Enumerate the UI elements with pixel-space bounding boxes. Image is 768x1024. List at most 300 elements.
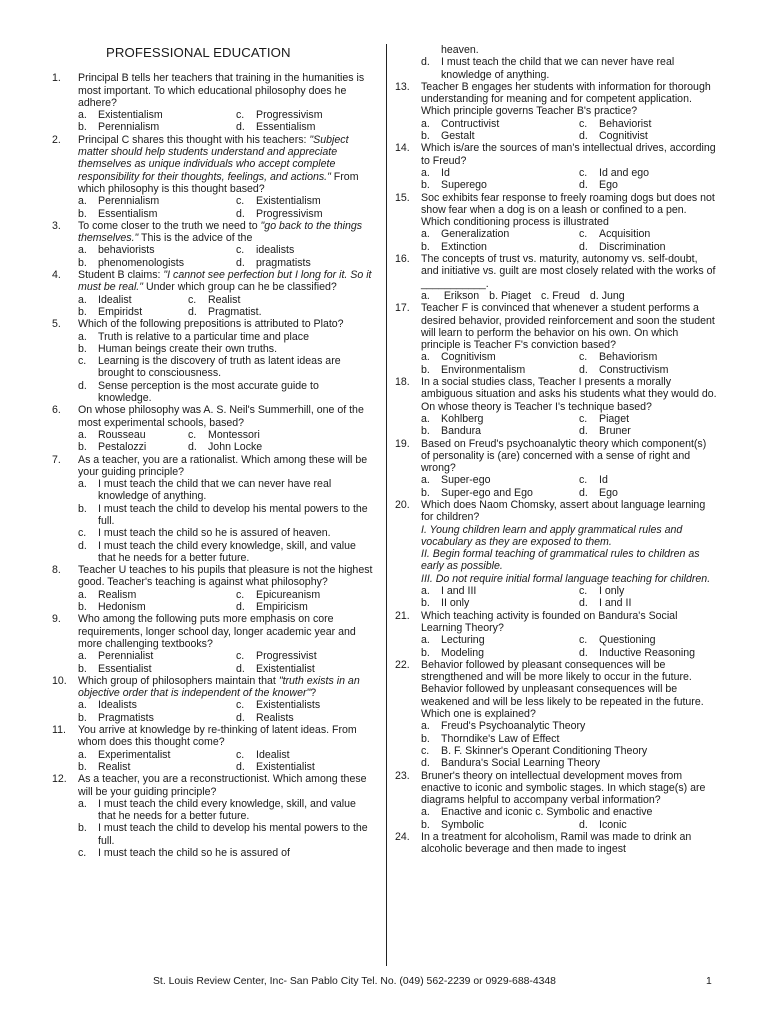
option-text: Pragmatist. <box>208 305 262 318</box>
options-grid <box>421 474 717 499</box>
question-option <box>421 806 653 819</box>
option-letter: d. <box>236 760 245 773</box>
option-text: I and III <box>441 585 477 598</box>
option-letter: c. <box>236 588 245 601</box>
stem-text: Soc exhibits fear response to freely roaming dogs but does not show fear when a dog is on a leash or confined to a pen. Which conditioning process is illustrated <box>421 191 715 229</box>
question-stem <box>421 81 717 118</box>
question-option <box>236 650 392 662</box>
option-text: Hedonism <box>98 601 146 614</box>
question-option <box>236 121 392 133</box>
question-option <box>579 425 735 437</box>
option-text: Piaget <box>500 289 532 302</box>
question-option <box>78 847 374 859</box>
option-letter: a. <box>78 699 87 712</box>
option-letter: b. <box>421 597 430 610</box>
options-grid <box>78 195 374 220</box>
continued-text: heaven. <box>441 44 479 56</box>
question-item <box>395 610 717 659</box>
question-item <box>395 142 717 191</box>
option-text: Montessori <box>208 428 260 441</box>
stem-text: Behavior followed by pleasant consequences will be strengthened and will be more likely to occur in the future. Behavior followed by unpleasant consequences will be weakened and will be less likely to be repeated in the future. Which one is explained? <box>421 658 704 721</box>
option-letter: a. <box>78 478 87 491</box>
option-letter: c. <box>579 228 588 241</box>
question-stem <box>421 499 717 524</box>
question-number: 15. <box>395 191 410 204</box>
question-option <box>78 699 236 711</box>
stem-text: Bruner's theory on intellectual development moves from enactive to iconic and symbolic stages. In which stage(s) are diagrams helpful to accompany verbal information? <box>421 769 706 807</box>
option-letter: a. <box>421 634 430 647</box>
question-option <box>78 244 236 256</box>
stem-text: As a teacher, you are a rationalist. Which among these will be your guiding principle? <box>78 453 368 478</box>
option-text: Behaviorist <box>599 117 652 130</box>
question-item <box>52 72 374 133</box>
question-option <box>236 244 392 256</box>
question-stem <box>421 142 717 167</box>
question-option <box>421 228 579 240</box>
question-option <box>421 364 579 376</box>
option-text: Jung <box>601 289 625 302</box>
option-text: I must teach the child that we can never have real knowledge of anything. <box>98 478 332 503</box>
question-option <box>421 720 717 732</box>
option-letter: b. <box>78 822 87 835</box>
option-letter: b. <box>78 601 87 614</box>
left-column <box>52 44 374 859</box>
question-option <box>421 118 579 130</box>
question-option <box>579 806 735 818</box>
option-text: Bandura <box>441 425 482 438</box>
option-letter: b. <box>78 121 87 134</box>
option-text: Id and ego <box>599 166 650 179</box>
option-text: Acquisition <box>599 228 651 241</box>
question-option <box>78 712 236 724</box>
option-letter: a. <box>421 289 430 302</box>
option-text: Symbolic <box>441 818 484 831</box>
option-text: Superego <box>441 179 487 192</box>
question-option <box>579 634 735 646</box>
question-stem <box>78 269 374 294</box>
question-option <box>236 663 392 675</box>
option-text: Truth is relative to a particular time and place <box>98 330 309 343</box>
question-stem <box>78 134 374 195</box>
options-grid <box>421 228 717 253</box>
stem-text: Under which group can he be classified? <box>143 281 337 294</box>
question-option <box>579 647 735 659</box>
option-letter: b. <box>421 486 430 499</box>
option-letter: b. <box>489 289 499 302</box>
quoted-text: "go back to the things themselves." <box>78 219 363 245</box>
option-letter: c. <box>188 428 197 441</box>
question-option <box>579 474 735 486</box>
option-letter: a. <box>78 293 87 306</box>
question-item <box>395 253 717 302</box>
option-text: Realist <box>208 293 241 306</box>
option-letter: c. <box>579 412 588 425</box>
option-text: Freud's Psychoanalytic Theory <box>441 720 586 733</box>
option-text: Extinction <box>441 240 487 253</box>
options-grid <box>421 118 717 143</box>
option-text: Experimentalist <box>98 748 171 761</box>
option-letter: d. <box>236 121 245 134</box>
question-number: 1. <box>52 72 61 85</box>
question-option <box>78 429 188 441</box>
question-number: 21. <box>395 609 410 622</box>
option-text: Super-ego and Ego <box>441 486 533 499</box>
left-question-list <box>52 72 374 859</box>
stem-text: Which of the following prepositions is attributed to Plato? <box>78 318 344 331</box>
option-letter: c. <box>579 117 588 130</box>
option-letter: a. <box>78 748 87 761</box>
option-letter: d. <box>236 601 245 614</box>
option-text: Realists <box>256 711 294 724</box>
option-text: B. F. Skinner's Operant Conditioning Theory <box>441 744 648 757</box>
stem-text: In a social studies class, Teacher I presents a morally ambiguous situation and asks his students what they would do. On whose theory is Teacher I's technique based? <box>421 376 717 413</box>
option-letter: a. <box>421 806 430 819</box>
question-option <box>421 819 579 831</box>
question-stem <box>78 675 374 700</box>
question-number: 20. <box>395 498 410 511</box>
question-option <box>421 130 579 142</box>
question-option <box>236 257 392 269</box>
option-text: John Locke <box>208 441 263 454</box>
option-letter: d. <box>78 379 87 392</box>
option-text: Sense perception is the most accurate guide to knowledge. <box>98 379 319 405</box>
question-stem <box>421 253 717 290</box>
question-stem <box>78 318 374 330</box>
option-text: Ego <box>599 179 618 192</box>
question-option <box>236 195 392 207</box>
stem-text: Principal C shares this thought with his teachers: <box>78 133 310 146</box>
option-text: Essentialism <box>98 207 158 220</box>
question-item <box>395 831 717 856</box>
question-stem <box>78 454 374 479</box>
option-text: I must teach the child every knowledge, skill, and value that he needs for a better future. <box>98 539 356 564</box>
question-item <box>52 454 374 565</box>
option-text: Idealist <box>98 293 132 306</box>
option-letter: b. <box>421 818 430 831</box>
option-text: Contructivist <box>441 117 500 130</box>
question-option <box>421 487 579 499</box>
option-letter: b. <box>421 130 430 143</box>
option-letter: c. <box>236 699 245 712</box>
options-inline <box>421 290 717 302</box>
question-option <box>421 351 579 363</box>
option-letter: a. <box>78 244 87 257</box>
question-item <box>395 81 717 142</box>
question-option <box>78 663 236 675</box>
options-grid <box>421 167 717 192</box>
option-text: I must teach the child that we can never have real knowledge of anything. <box>441 56 675 81</box>
option-letter: c. <box>421 744 430 757</box>
question-number: 5. <box>52 318 61 331</box>
option-text: Essentialist <box>98 662 152 675</box>
option-text: Cognitivism <box>441 351 496 364</box>
question-option <box>421 733 717 745</box>
stem-text: Which does Naom Chomsky, assert about language learning for children? <box>421 498 706 524</box>
option-text: Existentialist <box>256 662 315 675</box>
stem-text: To come closer to the truth we need to <box>78 219 261 232</box>
stem-text: In a treatment for alcoholism, Ramil was made to drink an alcoholic beverage and then made to ingest <box>421 831 692 856</box>
column-divider <box>386 44 387 966</box>
question-stem <box>421 831 717 856</box>
options-grid <box>421 585 717 610</box>
stem-text: Teacher U teaches to his pupils that pleasure is not the highest good. Teacher's teaching is against what philosophy? <box>78 564 373 589</box>
option-text: Perennialism <box>98 195 160 208</box>
option-text: Environmentalism <box>441 363 526 376</box>
question-number: 19. <box>395 437 410 450</box>
option-text: Progressivist <box>256 650 317 663</box>
options-grid <box>421 806 717 831</box>
question-number: 13. <box>395 80 410 93</box>
stem-text: This is the advice of the <box>138 232 253 245</box>
stem-text: From which philosophy is this thought based? <box>78 170 359 195</box>
question-item <box>52 318 374 404</box>
option-text: Discrimination <box>599 240 666 253</box>
option-letter: d. <box>579 240 588 253</box>
question-number: 11. <box>52 724 66 737</box>
option-letter: b. <box>78 342 87 355</box>
option-text: Perennialist <box>98 650 154 663</box>
option-text: Existentialism <box>256 195 321 208</box>
question-option <box>78 478 374 503</box>
question-number: 22. <box>395 658 410 671</box>
question-stem <box>78 724 374 749</box>
stem-text: As a teacher, you are a reconstructionist. Which among these will be your guiding principle? <box>78 773 367 798</box>
statement-line: II. Begin formal teaching of grammatical rules to children as early as possible. <box>421 548 700 573</box>
option-text: pragmatists <box>256 256 311 269</box>
question-option <box>236 109 392 121</box>
option-letter: d. <box>188 305 197 318</box>
question-option <box>78 761 236 773</box>
stem-text: Which teaching activity is founded on Bandura's Social Learning Theory? <box>421 609 678 634</box>
option-letter: a. <box>421 720 430 733</box>
question-option <box>78 331 374 343</box>
question-option <box>579 351 735 363</box>
option-text: Erikson <box>443 289 480 302</box>
question-number: 8. <box>52 564 61 577</box>
question-option <box>236 712 392 724</box>
option-letter: d. <box>579 130 588 143</box>
question-option <box>421 647 579 659</box>
option-text: phenomenologists <box>98 256 184 269</box>
option-letter: d. <box>236 711 245 724</box>
question-stem <box>78 220 374 245</box>
page-title: PROFESSIONAL EDUCATION <box>106 45 291 60</box>
question-option <box>236 749 392 761</box>
question-option <box>78 503 374 528</box>
question-option <box>236 601 392 613</box>
question-stem <box>421 438 717 475</box>
option-text: I must teach the child every knowledge, skill, and value that he needs for a better future. <box>98 797 356 823</box>
question-option <box>78 121 236 133</box>
question-number: 17. <box>395 302 410 315</box>
option-letter: d. <box>579 597 588 610</box>
question-option <box>579 413 735 425</box>
question-stem <box>78 404 374 429</box>
option-letter: c. <box>236 244 245 257</box>
option-letter: c. <box>78 355 87 368</box>
right-column <box>395 44 717 856</box>
page-number: 1 <box>706 976 712 987</box>
question-stem <box>78 72 374 109</box>
option-text: Cognitivist <box>599 130 648 143</box>
question-item <box>52 724 374 773</box>
question-item <box>52 773 374 859</box>
question-number: 18. <box>395 376 410 389</box>
option-text: Enactive and iconic c. Symbolic and enactive <box>441 806 653 819</box>
option-letter: b. <box>421 179 430 192</box>
option-letter: a. <box>78 588 87 601</box>
question-option <box>78 355 374 380</box>
question-option <box>421 634 579 646</box>
option-text: Pestalozzi <box>98 441 147 454</box>
option-text: Learning is the discovery of truth as latent ideas are brought to consciousness. <box>98 355 341 380</box>
option-letter: b. <box>78 207 87 220</box>
option-letter: a. <box>78 109 87 122</box>
question-option <box>579 597 735 609</box>
option-letter: d. <box>579 425 588 438</box>
option-letter: c. <box>579 474 588 487</box>
option-text: I and II <box>599 597 632 610</box>
question-option <box>78 208 236 220</box>
option-letter: c. <box>236 650 245 663</box>
question-item <box>395 302 717 376</box>
question-option <box>78 798 374 823</box>
question-option <box>78 343 374 355</box>
question-option <box>579 364 735 376</box>
question-option <box>579 179 735 191</box>
question-option <box>78 441 188 453</box>
option-letter: a. <box>421 412 430 425</box>
question-item <box>395 376 717 437</box>
question-option <box>579 118 735 130</box>
options-grid <box>421 634 717 659</box>
option-letter: c. <box>78 527 87 540</box>
option-letter: d. <box>236 662 245 675</box>
question-option <box>579 130 735 142</box>
question-number: 9. <box>52 613 61 626</box>
stem-text: Teacher F is convinced that whenever a student performs a desired behavior, provided reinforcement and soon the student will learn to perform the behavior on his own. On which principle is Teacher F's conviction based? <box>421 302 715 352</box>
option-text: Epicureanism <box>256 588 321 601</box>
option-letter: a. <box>78 195 87 208</box>
option-letter: b. <box>421 646 430 659</box>
quoted-text: "I cannot see perfection but I long for it. So it must be real." <box>78 269 372 294</box>
question-item <box>52 220 374 269</box>
option-text: Behaviorism <box>599 351 658 364</box>
option-letter: d. <box>188 441 197 454</box>
stem-text: Which group of philosophers maintain that <box>78 674 279 687</box>
question-option <box>78 257 236 269</box>
stem-text: Who among the following puts more emphasis on core requirements, longer school day, longer academic year and more challenging textbooks? <box>78 613 356 650</box>
option-text: Human beings create their own truths. <box>98 342 278 355</box>
question-option <box>579 487 735 499</box>
option-text: Id <box>599 474 608 487</box>
option-text: Kohlberg <box>441 412 484 425</box>
question-option <box>579 228 735 240</box>
option-text: Perennialism <box>98 121 160 134</box>
option-text: I must teach the child to develop his mental powers to the full. <box>98 822 368 847</box>
question-item <box>52 564 374 613</box>
question-number: 3. <box>52 219 61 232</box>
question-stem <box>421 302 717 351</box>
option-letter: c. <box>579 166 588 179</box>
options-grid <box>421 351 717 376</box>
question-option <box>188 429 344 441</box>
options-grid <box>78 749 374 774</box>
question-option <box>78 195 236 207</box>
option-letter: d. <box>579 646 588 659</box>
option-text: idealists <box>256 244 295 257</box>
option-letter: c. <box>188 293 197 306</box>
option-letter: a. <box>78 650 87 663</box>
quoted-text: "truth exists in an objective order that is independent of the knower" <box>78 674 360 700</box>
question-option <box>78 589 236 601</box>
option-text: Bruner <box>599 425 631 438</box>
option-letter: b. <box>421 363 430 376</box>
question-stem <box>78 773 374 798</box>
option-letter: b. <box>78 305 87 318</box>
option-text: behaviorists <box>98 244 155 257</box>
question-item <box>52 675 374 724</box>
question-option <box>579 241 735 253</box>
option-letter: c. <box>579 634 588 647</box>
question-item <box>52 134 374 220</box>
question-option <box>421 56 717 81</box>
option-letter: c. <box>541 289 550 302</box>
question-option <box>78 650 236 662</box>
option-text: Modeling <box>441 646 484 659</box>
options-grid <box>78 244 374 269</box>
option-text: I must teach the child so he is assured of <box>98 847 290 859</box>
question-option <box>236 761 392 773</box>
option-letter: d. <box>589 289 599 302</box>
option-text: I only <box>599 585 625 598</box>
question-item <box>395 438 717 499</box>
option-letter: d. <box>579 363 588 376</box>
option-letter: a. <box>78 797 87 810</box>
question-item <box>395 192 717 253</box>
option-letter: a. <box>421 585 430 598</box>
options-grid <box>78 699 374 724</box>
question-stem <box>421 192 717 229</box>
question-stem <box>421 610 717 635</box>
question-number: 7. <box>52 453 61 466</box>
option-text: Thorndike's Law of Effect <box>441 732 560 745</box>
option-text: Questioning <box>599 634 656 647</box>
question-option <box>579 585 735 597</box>
question-option <box>236 589 392 601</box>
option-text: Empiridst <box>98 305 143 318</box>
option-letter: d. <box>421 757 430 770</box>
option-text: Rousseau <box>98 428 146 441</box>
question-option <box>188 441 344 453</box>
option-letter: c. <box>236 195 245 208</box>
quoted-text: "Subject matter should help students understand and appreciate themselves as unique individuals who accept complete responsibility for their thoughts, feelings, and actions." <box>78 133 349 183</box>
option-text: Progressivism <box>256 109 323 122</box>
option-text: Existentialism <box>98 109 163 122</box>
question-option <box>78 380 374 405</box>
options-grid <box>78 109 374 134</box>
option-letter: c. <box>579 351 588 364</box>
stem-text: You arrive at knowledge by re-thinking of latent ideas. From whom does this thought come? <box>78 724 357 749</box>
right-question-list <box>395 81 717 856</box>
option-letter: b. <box>78 502 87 515</box>
option-text: Piaget <box>599 412 630 425</box>
stem-text: ? <box>310 687 317 700</box>
question-option <box>78 749 236 761</box>
question-item <box>395 770 717 831</box>
option-text: Progressivism <box>256 207 323 220</box>
question-item <box>52 269 374 318</box>
